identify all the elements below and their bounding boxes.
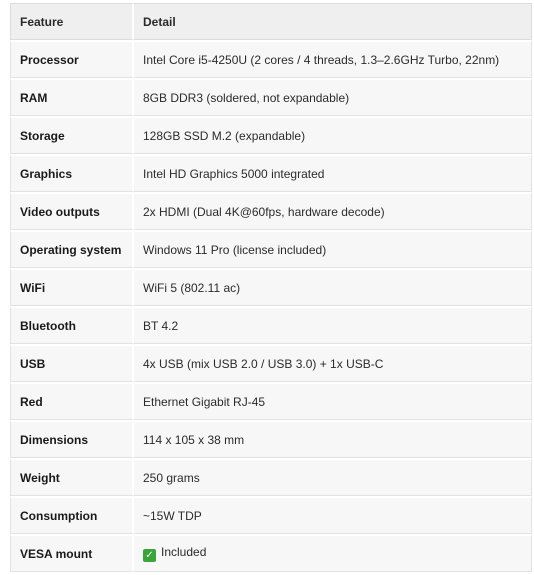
row-feature: Graphics: [10, 154, 134, 192]
table-row: [10, 78, 532, 116]
row-feature: USB: [10, 344, 134, 382]
row-detail: [134, 534, 532, 572]
row-detail: 8GB DDR3 (soldered, not expandable): [134, 78, 532, 116]
row-detail: 250 grams: [134, 458, 532, 496]
row-feature: WiFi: [10, 268, 134, 306]
header-detail: Detail: [134, 3, 532, 40]
table-row: [10, 40, 532, 78]
row-feature: Red: [10, 382, 134, 420]
header-feature: Feature: [10, 3, 134, 40]
table-row: [10, 154, 532, 192]
table-row: [10, 344, 532, 382]
row-feature: Processor: [10, 40, 134, 78]
table-row: [10, 306, 532, 344]
row-detail: 4x USB (mix USB 2.0 / USB 3.0) + 1x USB-C: [134, 344, 532, 382]
table-row: [10, 420, 532, 458]
row-detail: Intel HD Graphics 5000 integrated: [134, 154, 532, 192]
table-row: [10, 230, 532, 268]
row-feature: Operating system: [10, 230, 134, 268]
row-feature: RAM: [10, 78, 134, 116]
table-row: [10, 496, 532, 534]
row-detail: Ethernet Gigabit RJ-45: [134, 382, 532, 420]
spec-table: [10, 3, 532, 572]
row-feature: Consumption: [10, 496, 134, 534]
table-row: [10, 192, 532, 230]
row-feature: Weight: [10, 458, 134, 496]
table-row: [10, 268, 532, 306]
row-detail: Intel Core i5-4250U (2 cores / 4 threads, 1.3–2.6GHz Turbo, 22nm): [134, 40, 532, 78]
row-detail: WiFi 5 (802.11 ac): [134, 268, 532, 306]
row-detail: 128GB SSD M.2 (expandable): [134, 116, 532, 154]
table-header: [10, 3, 532, 40]
table-row: [10, 458, 532, 496]
table-body: [10, 40, 532, 572]
row-feature: Dimensions: [10, 420, 134, 458]
table-row: [10, 116, 532, 154]
row-detail: ~15W TDP: [134, 496, 532, 534]
header-row: [10, 3, 532, 40]
row-detail: Windows 11 Pro (license included): [134, 230, 532, 268]
table-row: [10, 382, 532, 420]
row-detail-text: Included: [161, 545, 207, 559]
row-feature: Bluetooth: [10, 306, 134, 344]
row-feature: VESA mount: [10, 534, 134, 572]
row-detail: 114 x 105 x 38 mm: [134, 420, 532, 458]
table-row: [10, 534, 532, 572]
check-mark-icon: ✓: [143, 549, 156, 562]
row-detail: BT 4.2: [134, 306, 532, 344]
row-feature: Video outputs: [10, 192, 134, 230]
row-detail: 2x HDMI (Dual 4K@60fps, hardware decode): [134, 192, 532, 230]
row-feature: Storage: [10, 116, 134, 154]
